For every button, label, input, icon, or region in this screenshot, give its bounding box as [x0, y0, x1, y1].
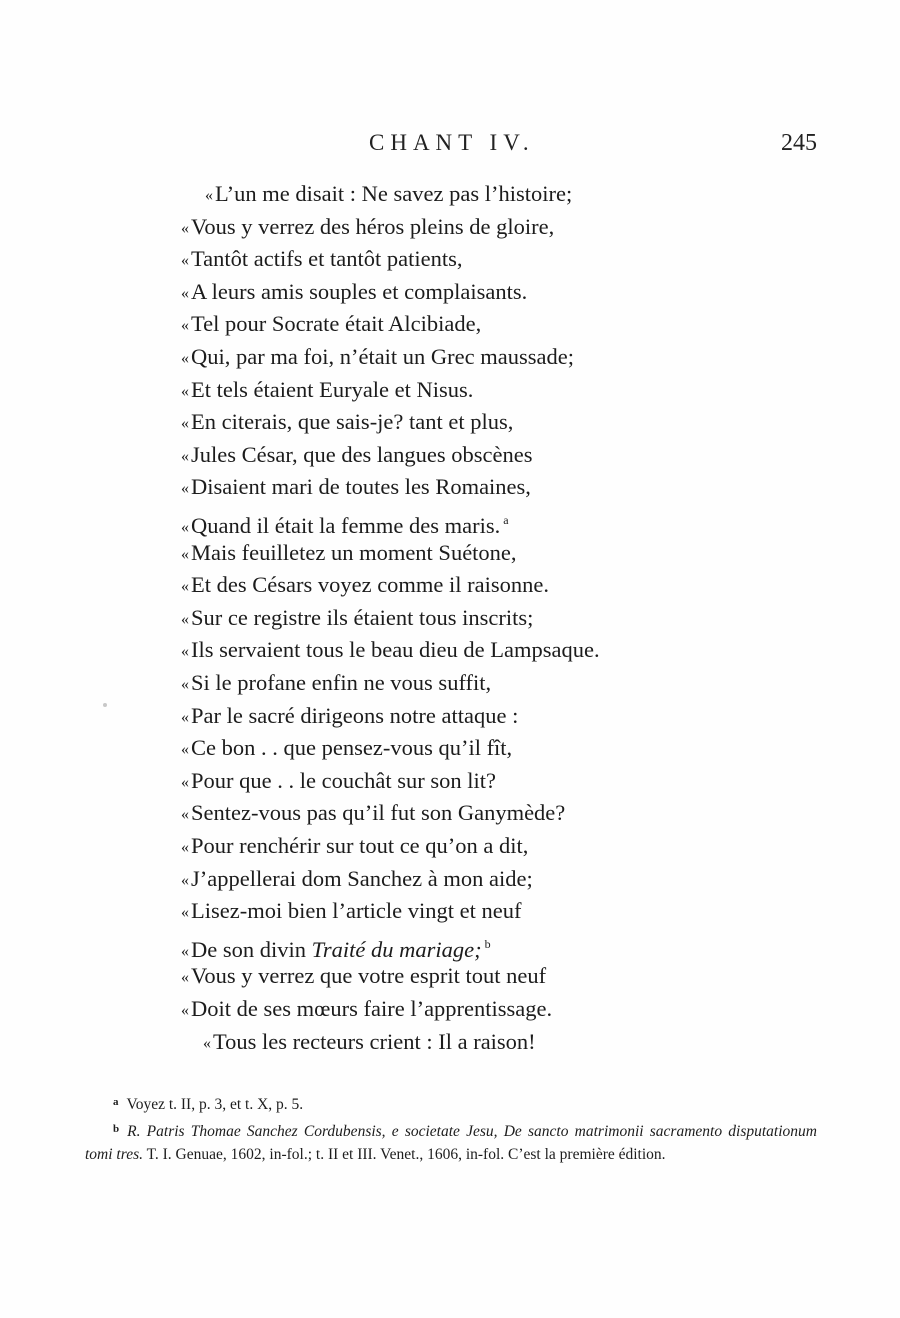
verse-line: [181, 993, 552, 1025]
verse-line: [181, 211, 554, 243]
verse-text: Lisez-moi bien l’article vingt et neuf: [191, 898, 522, 924]
verse-quote-mark: «: [181, 480, 189, 498]
verse-text: Mais feuilletez un moment Suétone,: [191, 539, 517, 565]
verse-quote-mark: «: [181, 382, 189, 400]
verse-line: [181, 700, 518, 732]
verse-line: [181, 471, 531, 503]
verse-text: En citerais, que sais-je? tant et plus,: [191, 409, 514, 435]
verse-italic-title: Traité du mariage;: [311, 936, 482, 962]
footnote-ref: b: [484, 936, 491, 951]
verse-text: Sur ce registre ils étaient tous inscrits;: [191, 604, 534, 630]
verse-quote-mark: «: [181, 415, 189, 433]
footnote-b-text: T. I. Genuae, 1602, in-fol.; t. II et III. Venet., 1606, in-fol. C’est la première édition.: [142, 1146, 666, 1163]
verse-quote-mark: «: [181, 773, 189, 791]
verse-text: L’un me disait : Ne savez pas l’histoire;: [215, 181, 573, 206]
verse-text: Tous les recteurs crient : Il a raison!: [213, 1028, 536, 1054]
verse-quote-mark: «: [181, 942, 189, 960]
verse-quote-mark: «: [181, 741, 189, 759]
verse-line: [181, 960, 546, 992]
verse-text: Ce bon . . que pensez-vous qu’il fît,: [191, 735, 513, 761]
verse-quote-mark: «: [203, 1034, 211, 1052]
verse-line: [181, 602, 533, 634]
verse-quote-mark: «: [181, 284, 189, 302]
verse-text: De son divin: [191, 936, 312, 962]
running-head: [0, 130, 900, 164]
verse-text: Qui, par ma foi, n’était un Grec maussade;: [191, 344, 574, 369]
verse-text: Pour que . . le couchât sur son lit?: [191, 767, 496, 793]
verse-quote-mark: «: [181, 610, 189, 628]
verse-text: Vous y verrez des héros pleins de gloire,: [191, 213, 555, 239]
verse-line: [181, 928, 491, 960]
verse-text: Quand il était la femme des maris.: [191, 513, 501, 538]
footnote-b: [85, 1118, 817, 1166]
verse-quote-mark: «: [181, 317, 189, 335]
verse-line: [181, 667, 491, 699]
verse-text: Et tels étaient Euryale et Nisus.: [191, 376, 474, 402]
footnote-a-text: Voyez t. II, p. 3, et t. X, p. 5.: [126, 1096, 304, 1113]
verse-text: Tel pour Socrate était Alcibiade,: [191, 311, 482, 337]
verse-line: [181, 732, 512, 764]
verse-text: Si le profane enfin ne vous suffit,: [191, 670, 492, 695]
footnote-b-citation: R. Patris Thomae Sanchez Cordubensis, e societate Jesu, De sancto matrimonii sacramento disputationum tomi tres.: [85, 1123, 817, 1163]
footnote-a: [113, 1096, 303, 1114]
verse-quote-mark: «: [181, 1002, 189, 1019]
verse-text: Par le sacré dirigeons notre attaque :: [191, 702, 519, 728]
verse-line: [181, 830, 528, 862]
verse-line: [181, 406, 513, 438]
verse-quote-mark: «: [181, 969, 189, 987]
verse-text: Vous y verrez que votre esprit tout neuf: [191, 963, 547, 989]
verse-line: [181, 308, 481, 340]
verse-quote-mark: «: [181, 676, 189, 693]
verse-text: Disaient mari de toutes les Romaines,: [191, 474, 531, 500]
verse-line: [181, 569, 549, 601]
verse-line: [181, 374, 473, 406]
footnote-b-mark: b: [113, 1123, 120, 1135]
verse-quote-mark: «: [181, 871, 189, 889]
verse-quote-mark: «: [181, 252, 189, 270]
verse-quote-mark: «: [181, 839, 189, 856]
verse-text: Doit de ses mœurs faire l’apprentissage.: [191, 996, 553, 1021]
footnote-ref: a: [503, 513, 509, 527]
verse-text: Et des Césars voyez comme il raisonne.: [191, 572, 550, 598]
verse-line: [181, 765, 496, 797]
verse-text: A leurs amis souples et complaisants.: [191, 278, 528, 304]
verse-line: [181, 439, 533, 471]
verse-quote-mark: «: [181, 219, 189, 237]
verse-quote-mark: «: [205, 187, 213, 204]
verse-line: [203, 1026, 536, 1058]
verse-quote-mark: «: [181, 350, 189, 367]
chapter-title: CHANT IV.: [369, 130, 535, 155]
verse-quote-mark: «: [181, 708, 189, 726]
page-number: 245: [781, 130, 817, 156]
verse-line: [205, 178, 572, 210]
verse-line: [181, 341, 574, 373]
verse-quote-mark: «: [181, 447, 189, 465]
verse-text: J’appellerai dom Sanchez à mon aide;: [191, 865, 533, 891]
verse-line: [181, 243, 462, 275]
verse-quote-mark: «: [181, 519, 189, 536]
verse-line: [181, 634, 600, 666]
verse-line: [181, 537, 517, 569]
verse-quote-mark: «: [181, 643, 189, 661]
verse-line: [181, 797, 565, 829]
verse-quote-mark: «: [181, 806, 189, 824]
verse-text: Pour renchérir sur tout ce qu’on a dit,: [191, 833, 529, 858]
verse-quote-mark: «: [181, 578, 189, 596]
verse-line: [181, 276, 527, 308]
verse-line: [181, 504, 509, 536]
verse-text: Tantôt actifs et tantôt patients,: [191, 246, 463, 272]
verse-text: Ils servaient tous le beau dieu de Lampsaque.: [191, 637, 600, 663]
footnote-a-mark: a: [113, 1096, 119, 1108]
verse-text: Jules César, que des langues obscènes: [191, 441, 533, 467]
paper-speck: [103, 703, 107, 707]
verse-text: Sentez-vous pas qu’il fut son Ganymède?: [191, 800, 566, 826]
verse-quote-mark: «: [181, 904, 189, 922]
verse-line: [181, 863, 533, 895]
verse-quote-mark: «: [181, 545, 189, 563]
verse-line: [181, 895, 522, 927]
